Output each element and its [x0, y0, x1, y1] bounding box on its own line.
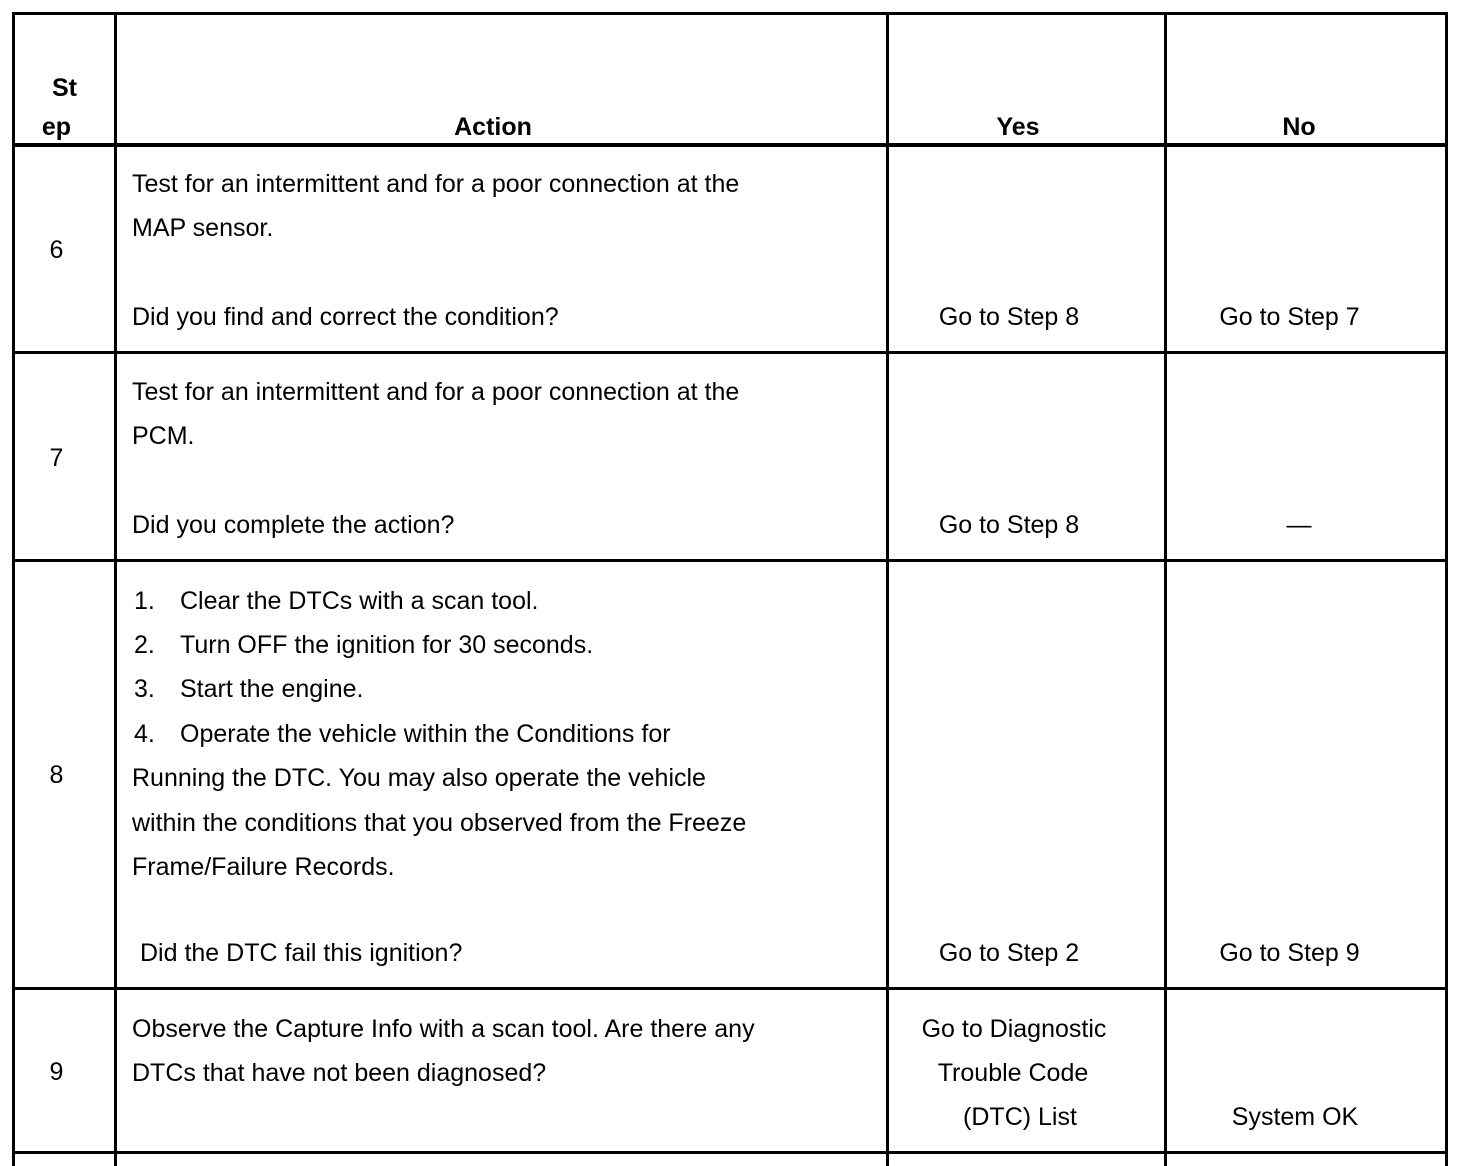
header-action: Action [454, 113, 532, 141]
yes-result-line: Go to Diagnostic [921, 1015, 1107, 1043]
no-result: System OK [1231, 1103, 1359, 1131]
action-question: Did the DTC fail this ignition? [140, 939, 463, 967]
list-continuation: Running the DTC. You may also operate the vehicle [132, 764, 706, 792]
list-number: 3. [134, 675, 155, 703]
action-question: Did you find and correct the condition? [132, 303, 559, 331]
yes-result-line: Trouble Code [937, 1059, 1089, 1087]
header-step-line2: ep [41, 113, 72, 141]
action-question: Did you complete the action? [132, 511, 455, 539]
yes-result: Go to Step 2 [938, 939, 1080, 967]
action-line: MAP sensor. [132, 214, 274, 242]
no-result: Go to Step 9 [1219, 939, 1360, 967]
table-border-bottom [12, 1151, 1448, 1154]
header-yes: Yes [996, 113, 1040, 141]
action-line: Observe the Capture Info with a scan tool. Are there any [132, 1015, 755, 1043]
header-no: No [1282, 113, 1316, 141]
header-divider [12, 143, 1448, 147]
column-divider-step [114, 12, 117, 1166]
list-continuation: within the conditions that you observed from the Freeze [132, 809, 747, 837]
table-border-top [12, 12, 1448, 15]
column-divider-action [886, 12, 889, 1166]
row-divider-7 [12, 559, 1448, 562]
action-line: PCM. [132, 422, 195, 450]
yes-result: Go to Step 8 [938, 511, 1080, 539]
yes-result-line: (DTC) List [963, 1103, 1077, 1131]
action-line: Test for an intermittent and for a poor connection at the [132, 170, 740, 198]
list-continuation: Frame/Failure Records. [132, 853, 395, 881]
row-divider-8 [12, 987, 1448, 990]
no-result: — [1286, 511, 1312, 539]
column-divider-yes [1164, 12, 1167, 1166]
list-number: 1. [134, 587, 155, 615]
step-number-8: 8 [49, 761, 64, 789]
action-line: DTCs that have not been diagnosed? [132, 1059, 547, 1087]
yes-result: Go to Step 8 [938, 303, 1080, 331]
action-line: Test for an intermittent and for a poor connection at the [132, 378, 740, 406]
list-item-text: Operate the vehicle within the Conditions for [180, 720, 671, 748]
list-item-text: Start the engine. [180, 675, 364, 703]
step-number-7: 7 [49, 444, 64, 472]
step-number-6: 6 [49, 236, 64, 264]
list-number: 4. [134, 720, 155, 748]
list-item-text: Clear the DTCs with a scan tool. [180, 587, 539, 615]
row-divider-6 [12, 351, 1448, 354]
list-item-text: Turn OFF the ignition for 30 seconds. [180, 631, 594, 659]
step-number-9: 9 [49, 1058, 64, 1086]
no-result: Go to Step 7 [1219, 303, 1360, 331]
header-step-line1: St [52, 74, 77, 102]
table-border-left [12, 12, 15, 1166]
list-number: 2. [134, 631, 155, 659]
table-border-right [1445, 12, 1448, 1166]
